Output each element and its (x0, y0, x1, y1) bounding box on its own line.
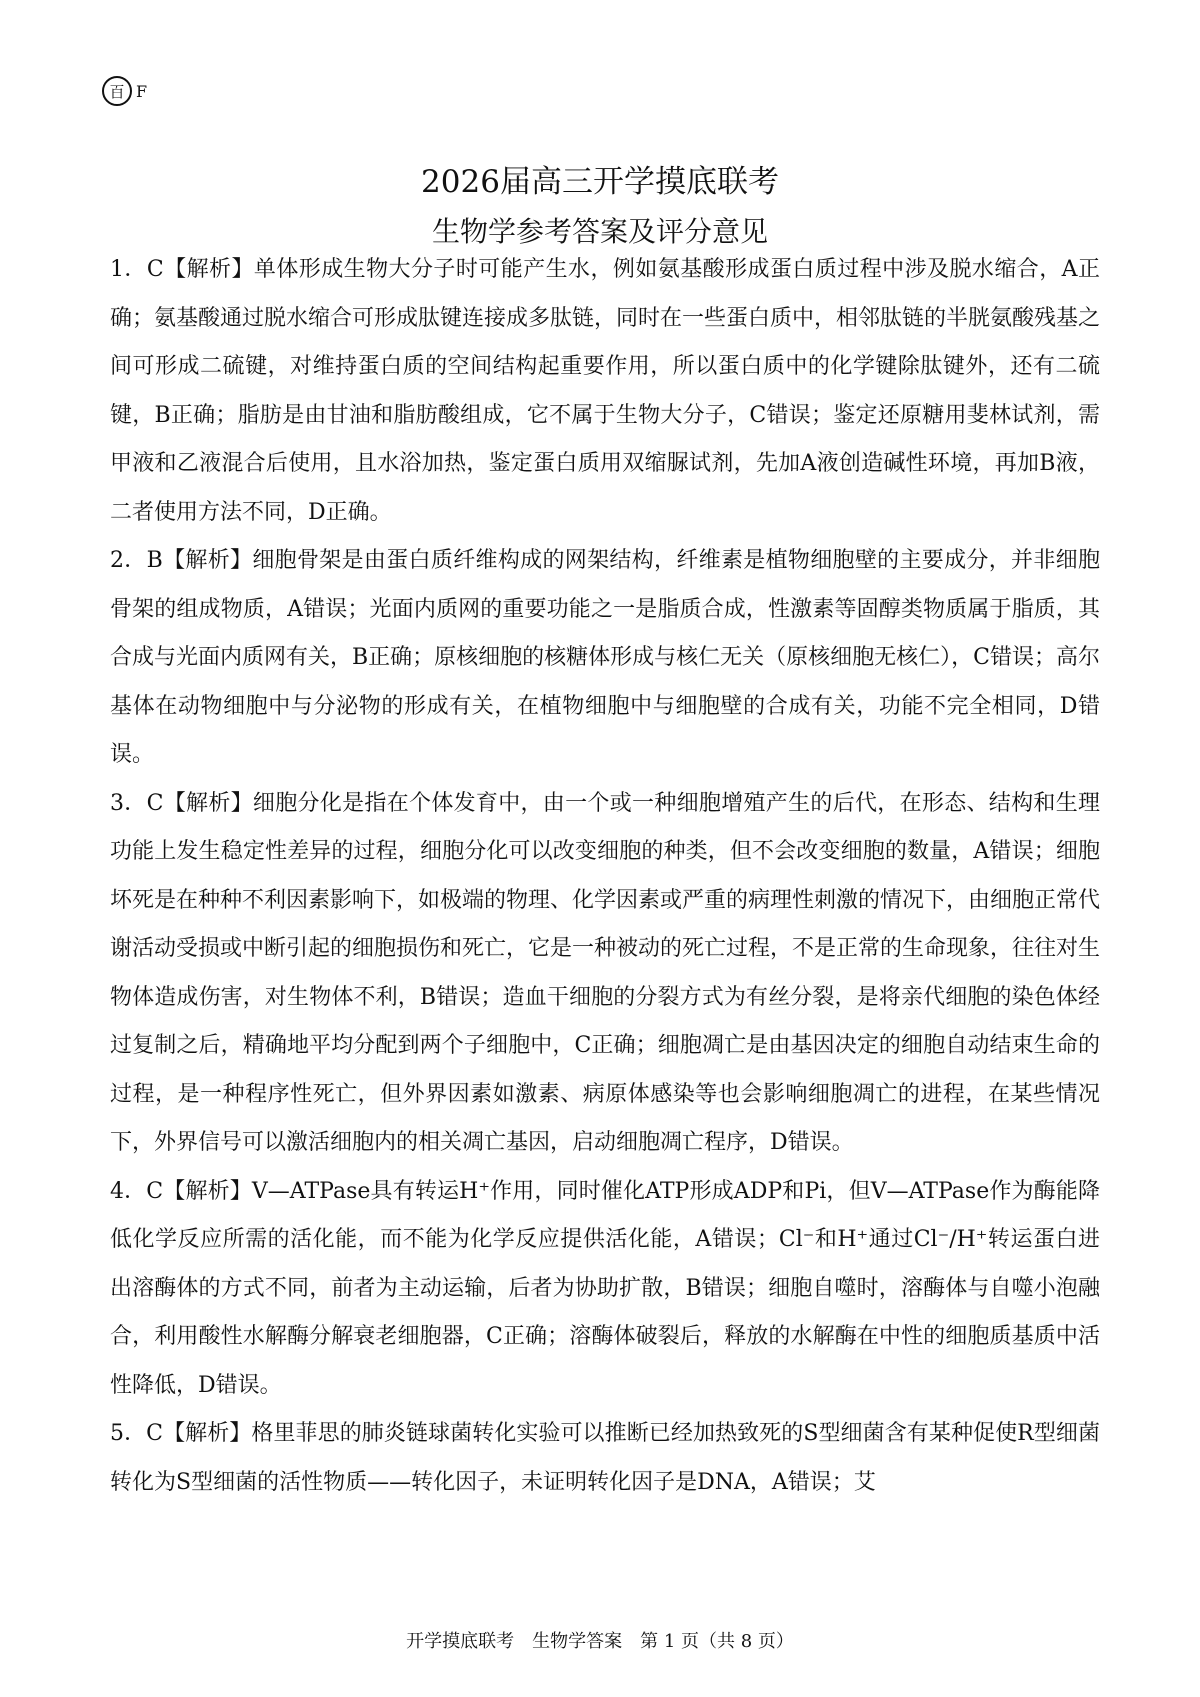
page-title: 2026届高三开学摸底联考 (421, 164, 779, 200)
page-footer: 开学摸底联考 生物学答案 第 1 页（共 8 页） (406, 1631, 794, 1652)
page-subtitle: 生物学参考答案及评分意见 (431, 215, 768, 248)
answer-list (110, 246, 1100, 1507)
answer-item-2: 2．B【解析】细胞骨架是由蛋白质纤维构成的网架结构，纤维素是植物细胞壁的主要成分，并非细胞骨架的组成物质，A错误；光面内质网的重要功能之一是脂质合成，性激素等固醇类物质属于脂质，其合成与光面内质网有关，B正确；原核细胞的核糖体形成与核仁无关（原核细胞无核仁），C错误；高尔基体在动物细胞中与分泌物的形成有关，在植物细胞中与细胞壁的合成有关，功能不完全相同，D错误。 (110, 548, 1101, 767)
seal-icon: 百 (102, 76, 132, 106)
answer-item-1: 1．C【解析】单体形成生物大分子时可能产生水，例如氨基酸形成蛋白质过程中涉及脱水缩合，A正确；氨基酸通过脱水缩合可形成肽键连接成多肽链，同时在一些蛋白质中，相邻肽链的半胱氨酸残基之间可形成二硫键，对维持蛋白质的空间结构起重要作用，所以蛋白质中的化学键除肽键外，还有二硫键，B正确；脂肪是由甘油和脂肪酸组成，它不属于生物大分子，C错误；鉴定还原糖用斐林试剂，需甲液和乙液混合后使用，且水浴加热，鉴定蛋白质用双缩脲试剂，先加A液创造碱性环境，再加B液，二者使用方法不同，D正确。 (110, 257, 1101, 525)
answer-item-4: 4．C【解析】V—ATPase具有转运H⁺作用，同时催化ATP形成ADP和Pi，但V—ATPase作为酶能降低化学反应所需的活化能，而不能为化学反应提供活化能，A错误；Cl⁻和H⁺通过Cl⁻/H⁺转运蛋白进出溶酶体的方式不同，前者为主动运输，后者为协助扩散，B错误；细胞自噬时，溶酶体与自噬小泡融合，利用酸性水解酶分解衰老细胞器，C正确；溶酶体破裂后，释放的水解酶在中性的细胞质基质中活性降低，D错误。 (110, 1178, 1100, 1398)
answer-item-3: 3．C【解析】细胞分化是指在个体发育中，由一个或一种细胞增殖产生的后代，在形态、结构和生理功能上发生稳定性差异的过程，细胞分化可以改变细胞的种类，但不会改变细胞的数量，A错误；细胞坏死是在种种不利因素影响下，如极端的物理、化学因素或严重的病理性刺激的情况下，由细胞正常代谢活动受损或中断引起的细胞损伤和死亡，它是一种被动的死亡过程，不是正常的生命现象，往往对生物体造成伤害，对生物体不利，B错误；造血干细胞的分裂方式为有丝分裂，是将亲代细胞的染色体经过复制之后，精确地平均分配到两个子细胞中，C正确；细胞凋亡是由基因决定的细胞自动结束生命的过程，是一种程序性死亡，但外界因素如激素、病原体感染等也会影响细胞凋亡的进程，在某些情况下，外界信号可以激活细胞内的相关凋亡基因，启动细胞凋亡程序，D错误。 (110, 790, 1101, 1155)
answer-item-5: 5．C【解析】格里菲思的肺炎链球菌转化实验可以推断已经加热致死的S型细菌含有某种促使R型细菌转化为S型细菌的活性物质——转化因子，未证明转化因子是DNA，A错误；艾 (110, 1421, 1100, 1495)
logo-letter: F (136, 81, 148, 101)
publisher-logo (102, 76, 147, 106)
